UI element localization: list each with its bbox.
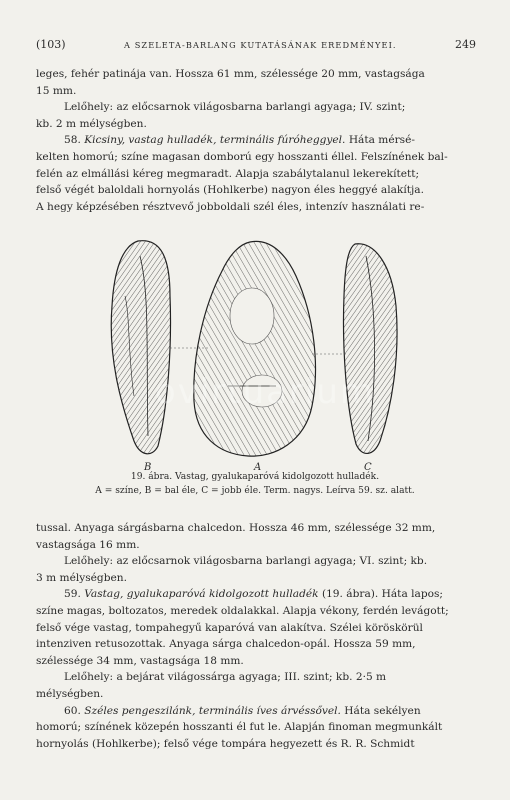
item-text: Háta sekélyen xyxy=(344,704,421,717)
text-block-top xyxy=(36,66,474,215)
figure-caption xyxy=(36,470,474,498)
caption-line: 19. ábra. Vastag, gyalukaparóvá kidolgozott hulladék. xyxy=(130,472,380,482)
item-text: (19. ábra). Háta lapos; xyxy=(321,588,443,601)
running-header xyxy=(36,38,476,51)
flint-view-b xyxy=(111,241,170,454)
item-number: 60. xyxy=(64,704,81,717)
item-number: 58. xyxy=(64,134,81,147)
locality-line: 3 m mélységben. xyxy=(36,571,127,584)
text-line: leges, fehér patinája van. Hossza 61 mm, szélessége 20 mm, vastagsága xyxy=(36,68,425,80)
running-title: A SZELETA-BARLANG KUTATÁSÁNAK EREDMÉNYEI. xyxy=(123,40,397,50)
item-58-heading xyxy=(36,132,474,149)
text-line: felső végét baloldali hornyolás (Hohlkerbe) nagyon éles heggyé alakítja. xyxy=(36,184,424,197)
text-line: A hegy képzésében résztvevő jobboldali szél éles, intenzív használati re- xyxy=(36,200,425,213)
item-number: 59. xyxy=(64,588,81,601)
text-line: tussal. Anyaga sárgásbarna chalcedon. Hossza 46 mm, szélessége 32 mm, xyxy=(36,522,436,534)
figure-label-c: C xyxy=(364,462,372,473)
locality-line: Lelőhely: a bejárat világossárga agyaga; III. szint; kb. 2·5 m xyxy=(64,671,387,684)
text-block-bottom xyxy=(36,520,474,752)
flint-view-c xyxy=(344,244,398,454)
text-line: homorú; színének közepén hosszanti él fut le. Alapján finoman megmunkált xyxy=(36,721,443,734)
item-title: Kicsiny, vastag hulladék, terminális fúróheggyel. xyxy=(84,134,346,147)
locality-line: Lelőhely: az előcsarnok világosbarna barlangi agyaga; VI. szint; kb. xyxy=(64,555,428,568)
text-line: kelten homorú; színe magasan domború egy hosszanti éllel. Felszínének bal- xyxy=(36,150,448,163)
item-text: Háta mérsé- xyxy=(348,134,415,147)
caption-line: A = színe, B = bal éle, C = jobb éle. Term. nagys. Leírva 59. sz. alatt. xyxy=(95,486,415,496)
locality-line: mélységben. xyxy=(36,687,104,700)
text-line: felén az elmállási kéreg megmaradt. Alapja szabálytalanul lekerekített; xyxy=(36,167,420,180)
text-line: felső vége vastag, tompahegyű kaparóvá van alakítva. Szélei köröskörül xyxy=(36,621,423,634)
item-60-heading xyxy=(36,703,474,720)
figure-label-a: A xyxy=(254,462,262,473)
text-line: szélessége 34 mm, vastagsága 18 mm. xyxy=(36,654,244,667)
section-number: (103) xyxy=(36,38,66,51)
flint-view-a xyxy=(194,241,316,456)
text-line: 15 mm. xyxy=(36,84,77,97)
item-59-heading xyxy=(36,586,474,603)
text-line: vastagsága 16 mm. xyxy=(36,538,140,551)
text-line: színe magas, boltozatos, meredek oldalakkal. Alapja vékony, ferdén levágott; xyxy=(36,604,449,617)
figure-label-b: B xyxy=(144,462,152,473)
locality-line: kb. 2 m mélységben. xyxy=(36,117,147,130)
item-title: Széles pengeszilánk, terminális íves árvéssővel. xyxy=(84,704,341,717)
page-number: 249 xyxy=(455,38,476,51)
text-line: hornyolás (Hohlkerbe); felső vége tompára hegyezett és R. R. Schmidt xyxy=(36,737,415,750)
flint-drawing xyxy=(100,236,420,461)
figure-19 xyxy=(100,236,420,473)
locality-line: Lelőhely: az előcsarnok világosbarna barlangi agyaga; IV. szint; xyxy=(64,101,406,114)
item-title: Vastag, gyalukaparóvá kidolgozott hulladék xyxy=(84,588,319,601)
text-line: intenziven retusozottak. Anyaga sárga chalcedon-opál. Hossza 59 mm, xyxy=(36,638,416,651)
watermark: ovirtuarium xyxy=(154,372,376,412)
